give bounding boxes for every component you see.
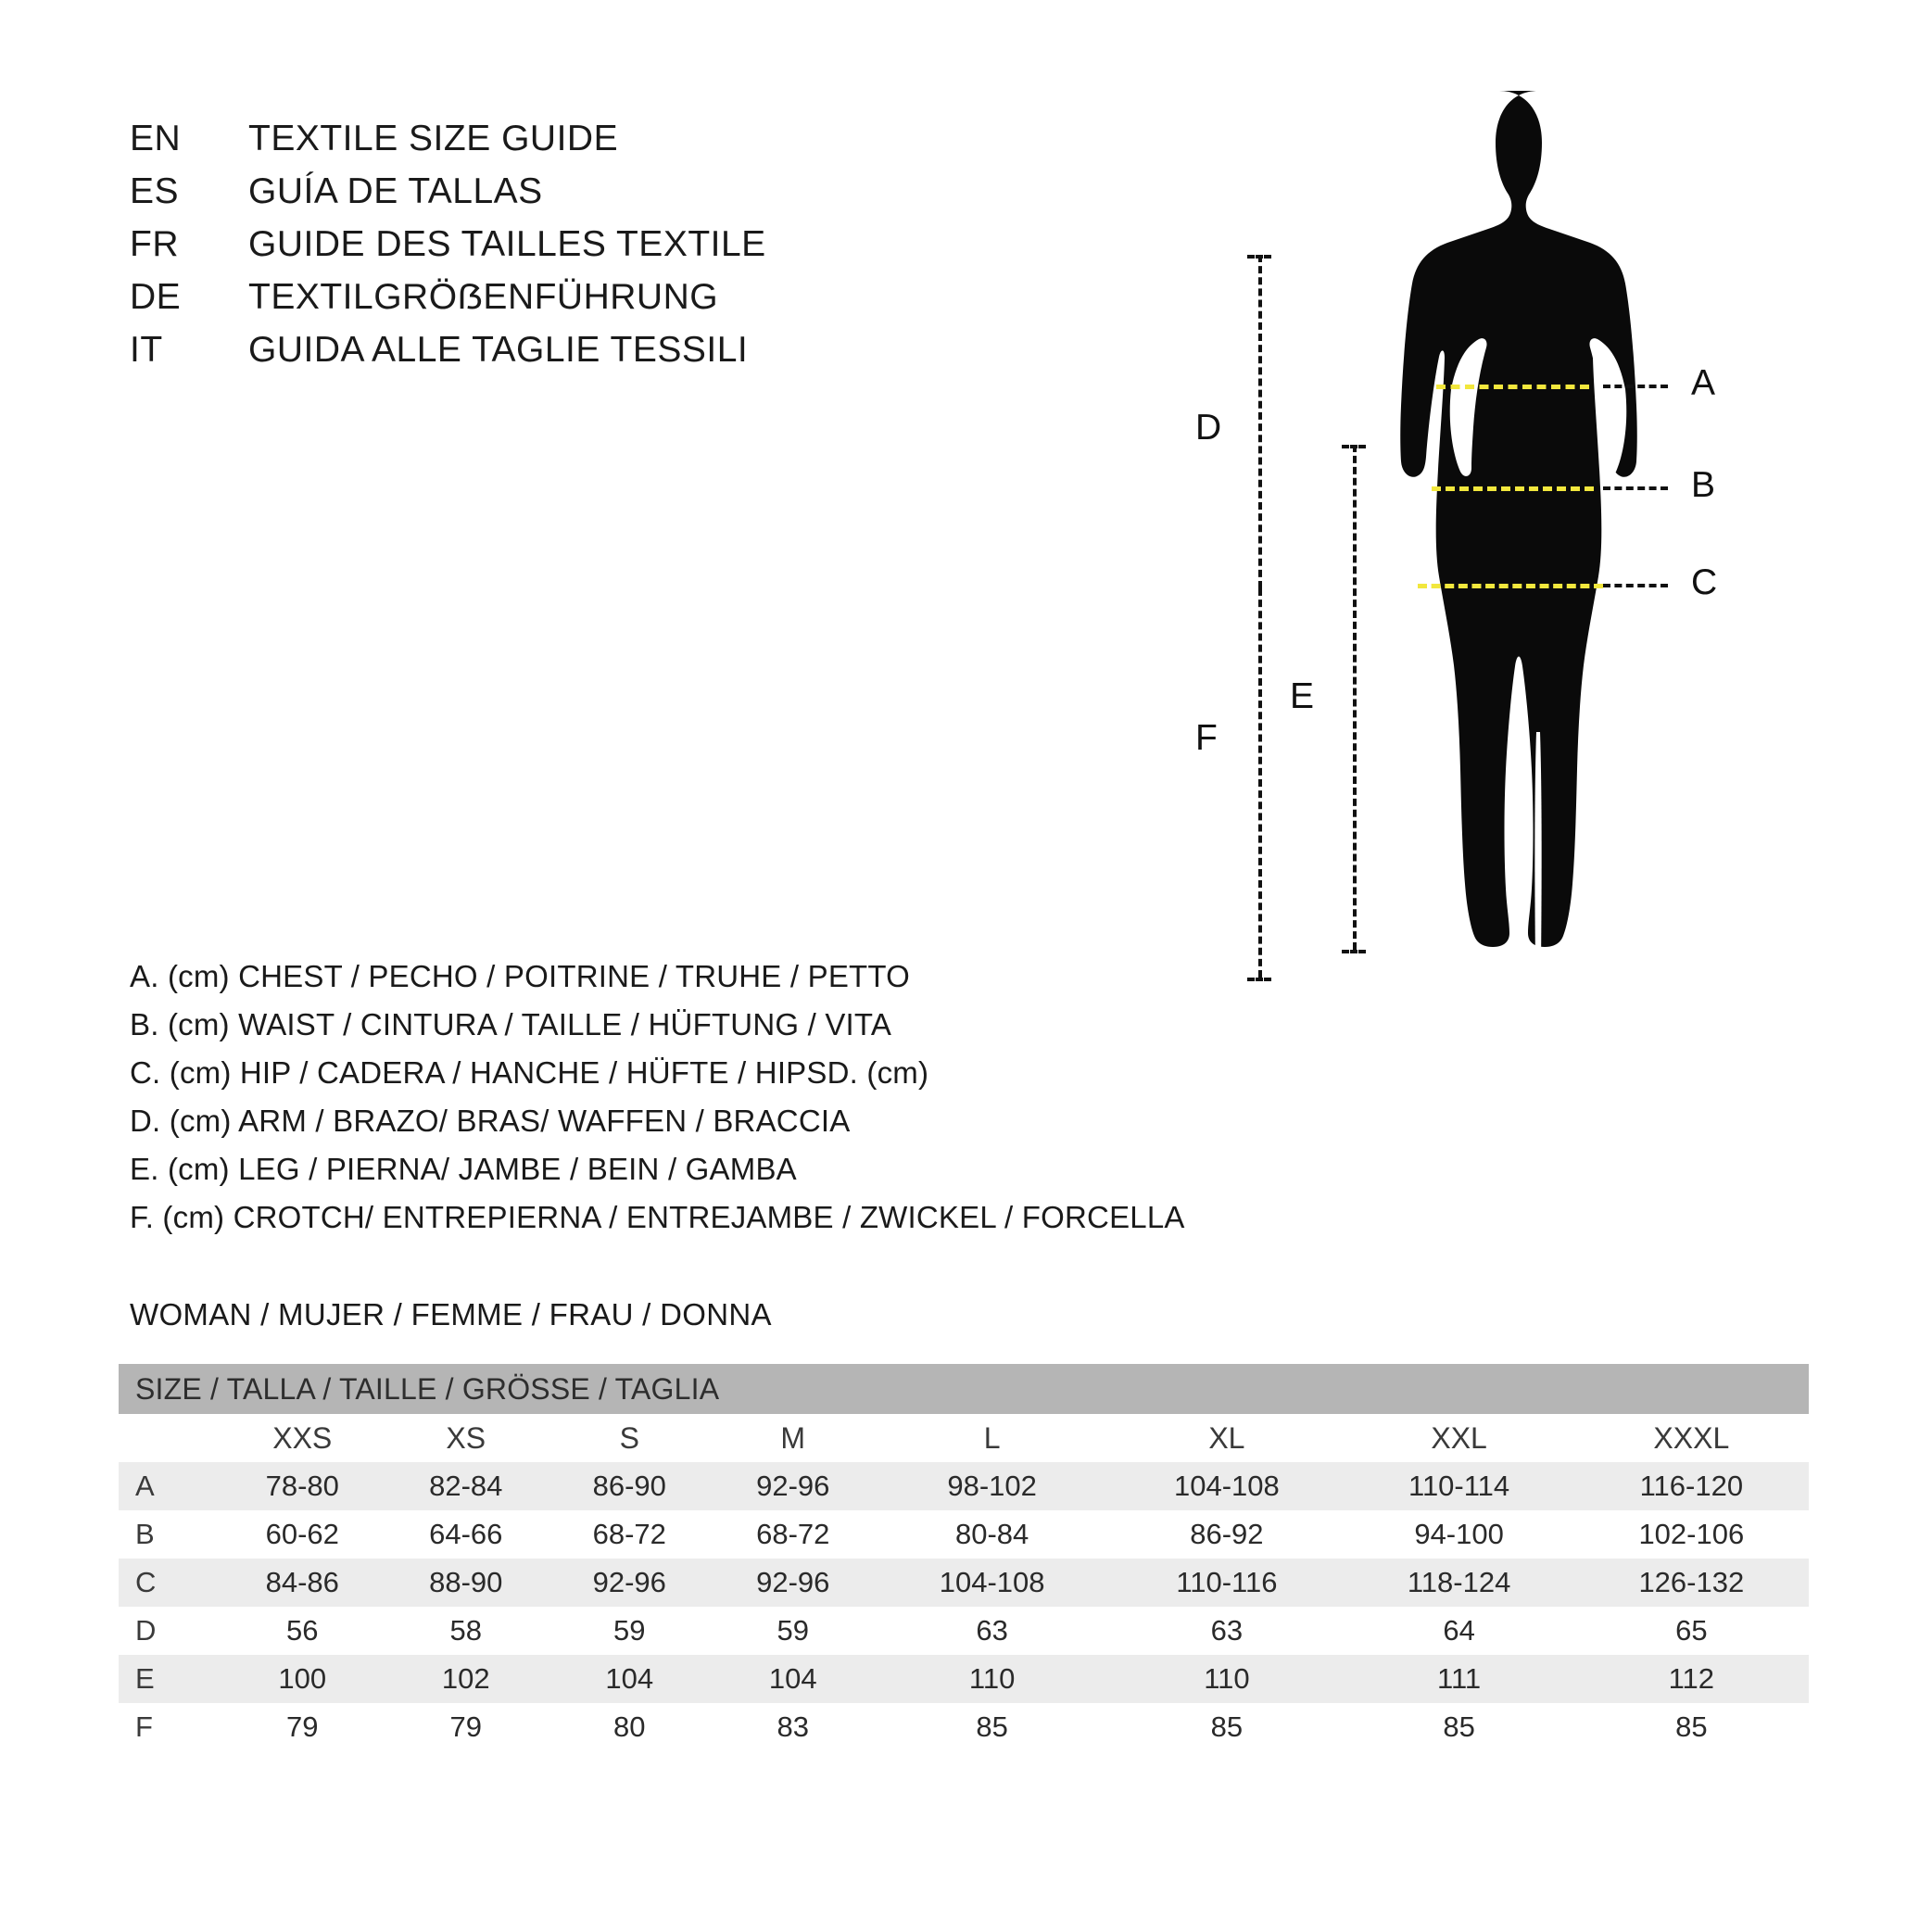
hip-leader-line (1603, 584, 1668, 587)
language-code: ES (130, 171, 180, 211)
leg-dimension-cap-top (1342, 445, 1366, 448)
table-cell: 88-90 (385, 1559, 549, 1607)
table-cell: 79 (221, 1703, 385, 1751)
table-row (119, 1703, 1809, 1751)
label-e: E (1290, 676, 1315, 716)
column-header: M (712, 1414, 876, 1462)
measurement-diagram (1149, 65, 1890, 1205)
table-cell: 118-124 (1345, 1559, 1574, 1607)
table-cell: 68-72 (712, 1510, 876, 1559)
legend-item-c: C. (cm) HIP / CADERA / HANCHE / HÜFTE / HIPSD. (cm) (130, 1055, 929, 1090)
table-cell: 102 (385, 1655, 549, 1703)
table-cell: 110-114 (1345, 1462, 1574, 1510)
table-cell: 80-84 (875, 1510, 1109, 1559)
column-header: XXS (221, 1414, 385, 1462)
table-cell: 82-84 (385, 1462, 549, 1510)
table-cell: 64 (1345, 1607, 1574, 1655)
leg-dimension-rule (1353, 445, 1357, 950)
row-label: A (119, 1462, 221, 1510)
language-title: TEXTILGRÖẞENFÜHRUNG (248, 277, 719, 317)
table-row (119, 1607, 1809, 1655)
language-title: GUÍA DE TALLAS (248, 171, 543, 211)
table-cell: 65 (1574, 1607, 1809, 1655)
column-header: L (875, 1414, 1109, 1462)
language-title: GUIDE DES TAILLES TEXTILE (248, 224, 766, 264)
table-cell: 59 (548, 1607, 712, 1655)
table-cell: 100 (221, 1655, 385, 1703)
table-cell: 58 (385, 1607, 549, 1655)
table-cell: 85 (1109, 1703, 1344, 1751)
language-row (130, 277, 766, 330)
table-cell: 110 (1109, 1655, 1344, 1703)
table-cell: 79 (385, 1703, 549, 1751)
row-label: D (119, 1607, 221, 1655)
arm-dimension-rule (1258, 255, 1262, 588)
waist-measure-line (1432, 486, 1594, 491)
column-header: XL (1109, 1414, 1344, 1462)
category-caption: WOMAN / MUJER / FEMME / FRAU / DONNA (130, 1297, 772, 1332)
waist-leader-line (1603, 486, 1668, 490)
table-header-row (119, 1364, 1809, 1414)
row-label: B (119, 1510, 221, 1559)
table-cell: 56 (221, 1607, 385, 1655)
table-cell: 59 (712, 1607, 876, 1655)
leg-dimension-cap-bottom (1342, 950, 1366, 953)
table-cell: 102-106 (1574, 1510, 1809, 1559)
language-row (130, 171, 766, 224)
table-row (119, 1655, 1809, 1703)
corner-cell (119, 1414, 221, 1462)
table-header-label: SIZE / TALLA / TAILLE / GRÖSSE / TAGLIA (119, 1364, 1809, 1414)
row-label: C (119, 1559, 221, 1607)
language-title: GUIDA ALLE TAGLIE TESSILI (248, 330, 749, 370)
row-label: F (119, 1703, 221, 1751)
table-cell: 104 (712, 1655, 876, 1703)
table-cell: 78-80 (221, 1462, 385, 1510)
table-cell: 68-72 (548, 1510, 712, 1559)
table-columns-row (119, 1414, 1809, 1462)
label-f: F (1195, 718, 1218, 758)
legend-item-a: A. (cm) CHEST / PECHO / POITRINE / TRUHE / PETTO (130, 959, 911, 993)
table-row (119, 1510, 1809, 1559)
column-header: S (548, 1414, 712, 1462)
table-row (119, 1559, 1809, 1607)
crotch-dimension-cap-bottom (1247, 978, 1271, 981)
table-cell: 92-96 (548, 1559, 712, 1607)
arm-dimension-cap-top (1247, 255, 1271, 259)
label-a: A (1691, 363, 1716, 403)
table-cell: 83 (712, 1703, 876, 1751)
language-row (130, 119, 766, 171)
table-cell: 64-66 (385, 1510, 549, 1559)
table-cell: 104-108 (875, 1559, 1109, 1607)
language-title: TEXTILE SIZE GUIDE (248, 119, 619, 158)
table-cell: 92-96 (712, 1462, 876, 1510)
language-title-block (130, 119, 766, 383)
table-cell: 85 (1574, 1703, 1809, 1751)
table-cell: 85 (1345, 1703, 1574, 1751)
table-row (119, 1462, 1809, 1510)
table-cell: 60-62 (221, 1510, 385, 1559)
table-cell: 86-92 (1109, 1510, 1344, 1559)
column-header: XXXL (1574, 1414, 1809, 1462)
crotch-dimension-rule (1258, 588, 1262, 978)
chest-measure-line (1436, 385, 1589, 389)
language-code: DE (130, 277, 182, 317)
row-label: E (119, 1655, 221, 1703)
language-code: FR (130, 224, 179, 264)
size-table (119, 1364, 1809, 1751)
hip-measure-line (1418, 584, 1603, 588)
legend-item-d: D. (cm) ARM / BRAZO/ BRAS/ WAFFEN / BRACCIA (130, 1104, 851, 1138)
table-cell: 126-132 (1574, 1559, 1809, 1607)
language-code: EN (130, 119, 182, 158)
table-cell: 63 (875, 1607, 1109, 1655)
table-cell: 104-108 (1109, 1462, 1344, 1510)
legend-item-e: E. (cm) LEG / PIERNA/ JAMBE / BEIN / GAMBA (130, 1152, 797, 1186)
legend-item-f: F. (cm) CROTCH/ ENTREPIERNA / ENTREJAMBE / ZWICKEL / FORCELLA (130, 1200, 1185, 1234)
chest-leader-line (1603, 385, 1668, 388)
measurement-legend (130, 959, 1185, 1248)
table-cell: 110-116 (1109, 1559, 1344, 1607)
table-cell: 84-86 (221, 1559, 385, 1607)
language-row (130, 330, 766, 383)
label-c: C (1691, 562, 1718, 602)
language-row (130, 224, 766, 277)
table-cell: 112 (1574, 1655, 1809, 1703)
label-b: B (1691, 465, 1716, 505)
table-cell: 98-102 (875, 1462, 1109, 1510)
label-d: D (1195, 408, 1222, 448)
table-cell: 94-100 (1345, 1510, 1574, 1559)
table-cell: 104 (548, 1655, 712, 1703)
table-cell: 92-96 (712, 1559, 876, 1607)
table-cell: 85 (875, 1703, 1109, 1751)
woman-silhouette-icon (1390, 83, 1686, 1177)
table-cell: 86-90 (548, 1462, 712, 1510)
table-cell: 63 (1109, 1607, 1344, 1655)
legend-item-b: B. (cm) WAIST / CINTURA / TAILLE / HÜFTUNG / VITA (130, 1007, 892, 1041)
column-header: XS (385, 1414, 549, 1462)
column-header: XXL (1345, 1414, 1574, 1462)
table-cell: 116-120 (1574, 1462, 1809, 1510)
table-cell: 110 (875, 1655, 1109, 1703)
table-cell: 111 (1345, 1655, 1574, 1703)
language-code: IT (130, 330, 163, 370)
table-cell: 80 (548, 1703, 712, 1751)
